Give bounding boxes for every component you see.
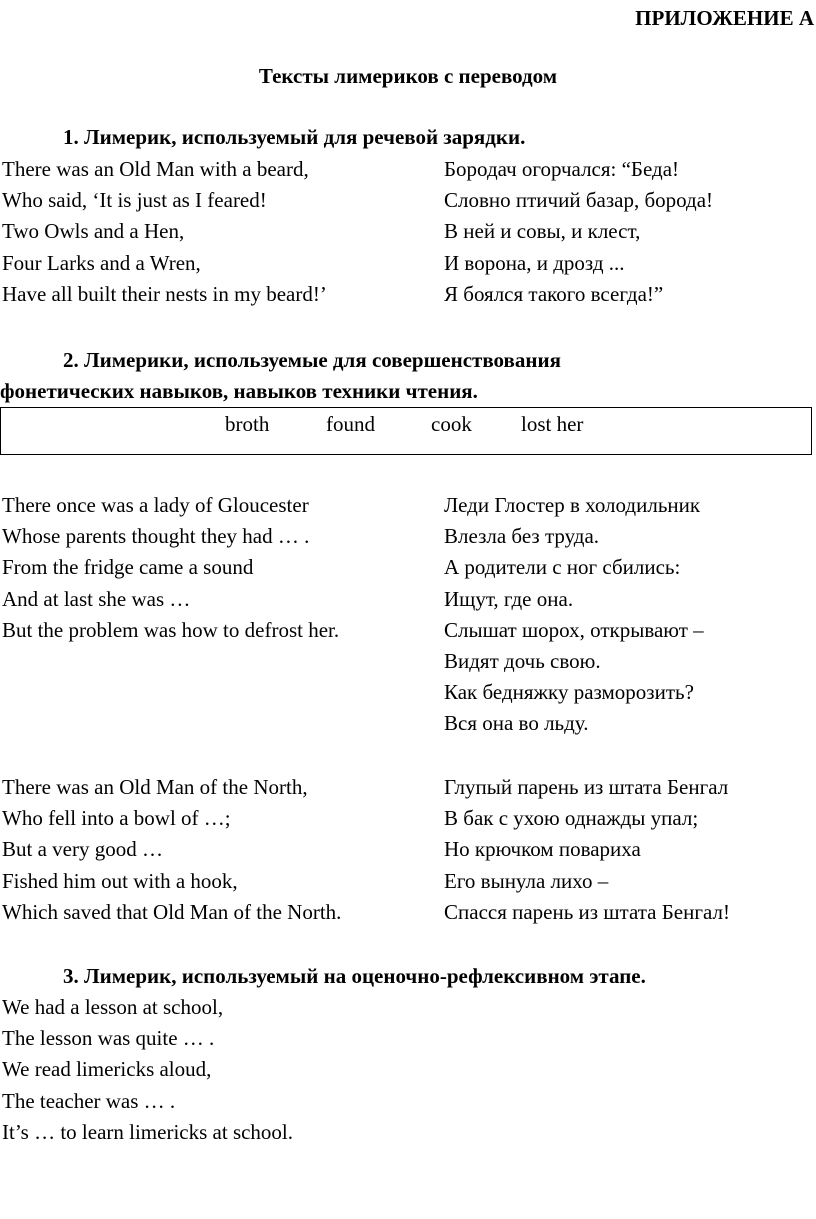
poem-line-en: Whose parents thought they had … . — [2, 524, 310, 549]
poem-line — [0, 248, 816, 279]
poem-line — [0, 1023, 816, 1054]
poem-line-ru: Как бедняжку разморозить? — [444, 680, 694, 705]
word-bank-item: found — [326, 412, 375, 436]
word-bank-item: broth — [225, 412, 270, 436]
poem-line-en: Which saved that Old Man of the North. — [2, 899, 342, 924]
word-bank-item: lost her — [521, 412, 584, 436]
poem-line — [0, 615, 816, 646]
section1-poem — [0, 154, 816, 310]
poem-line-ru: А родители с ног сбились: — [444, 555, 681, 580]
word-bank-box — [0, 407, 812, 455]
poem-line-ru: Вся она во льду. — [444, 711, 589, 736]
poem-line-en: We read limericks aloud, — [2, 1057, 212, 1082]
poem-line-en: But the problem was how to defrost her. — [2, 617, 340, 642]
poem-line — [0, 1086, 816, 1117]
poem-line-en: From the fridge came a sound — [2, 555, 254, 580]
poem-line-ru: Его вынула лихо – — [444, 868, 609, 893]
poem-line — [0, 584, 816, 615]
poem-line-en: Four Larks and a Wren, — [2, 250, 201, 275]
poem-line-ru: В ней и совы, и клест, — [444, 219, 641, 244]
poem-line-ru: И ворона, и дрозд ... — [444, 250, 625, 275]
poem-line-ru: Бородач огорчался: “Беда! — [444, 157, 680, 181]
poem-line-ru: Я боялся такого всегда!” — [444, 281, 664, 306]
poem-line — [0, 834, 816, 865]
poem-line — [0, 185, 816, 216]
poem-line — [0, 772, 816, 803]
poem-line-en: We had a lesson at school, — [2, 995, 224, 1019]
section3-heading-text: 3. Лимерик, используемый на оценочно-рефлексивном этапе. — [63, 964, 646, 988]
poem-line-ru: Словно птичий базар, борода! — [444, 188, 714, 213]
section2-poem2 — [0, 772, 816, 928]
poem-line-ru: Ищут, где она. — [444, 586, 574, 611]
section2-heading — [0, 345, 800, 407]
poem-line-ru: Влезла без труда. — [444, 524, 600, 549]
poem-line — [0, 646, 816, 677]
poem-line-ru: Глупый парень из штата Бенгал — [444, 775, 729, 799]
poem-line-ru: В бак с ухою однажды упал; — [444, 806, 699, 831]
section2-heading-line2: фонетических навыков, навыков техники чтения. — [0, 379, 478, 403]
section2-heading-line1: 2. Лимерики, используемые для совершенствования — [63, 348, 561, 372]
poem-line — [0, 154, 816, 185]
poem-line — [0, 897, 816, 928]
poem-line-ru: Спасся парень из штата Бенгал! — [444, 899, 730, 924]
poem-line — [0, 1117, 816, 1148]
section3-heading — [0, 961, 800, 992]
poem-line-en: Two Owls and a Hen, — [2, 219, 185, 244]
poem-line-en: And at last she was … — [2, 586, 191, 611]
section1-heading — [0, 122, 800, 153]
poem-line-ru: Леди Глостер в холодильник — [444, 493, 701, 517]
poem-line-en: Who said, ‘It is just as I feared! — [2, 188, 267, 213]
poem-line-en: The lesson was quite … . — [2, 1026, 215, 1051]
poem-line-en: It’s … to learn limericks at school. — [2, 1119, 294, 1144]
poem-line — [0, 1054, 816, 1085]
poem-line-en: The teacher was … . — [2, 1088, 176, 1113]
poem-line-ru: Слышат шорох, открывают – — [444, 617, 704, 642]
poem-line-en: But a very good … — [2, 837, 163, 862]
poem-line-en: There was an Old Man with a beard, — [2, 157, 309, 181]
poem-line — [0, 490, 816, 521]
section2-poem1 — [0, 490, 816, 740]
section3-poem — [0, 992, 816, 1148]
poem-line-ru: Но крючком повариха — [444, 837, 641, 862]
poem-line — [0, 708, 816, 739]
poem-line — [0, 803, 816, 834]
poem-line — [0, 279, 816, 310]
poem-line-en: Who fell into a bowl of …; — [2, 806, 231, 831]
poem-line-en: Have all built their nests in my beard!’ — [2, 281, 327, 306]
word-bank-item: cook — [431, 412, 472, 436]
poem-line-en: There once was a lady of Gloucester — [2, 493, 309, 517]
appendix-label: ПРИЛОЖЕНИЕ А — [635, 6, 814, 30]
poem-line — [0, 992, 816, 1023]
poem-line — [0, 521, 816, 552]
poem-line-en: Fished him out with a hook, — [2, 868, 238, 893]
section1-heading-text: 1. Лимерик, используемый для речевой зарядки. — [63, 125, 526, 149]
poem-line-ru: Видят дочь свою. — [444, 648, 601, 673]
poem-line-en: There was an Old Man of the North, — [2, 775, 308, 799]
poem-line — [0, 552, 816, 583]
poem-line — [0, 216, 816, 247]
poem-line — [0, 866, 816, 897]
poem-line — [0, 677, 816, 708]
document-title: Тексты лимериков с переводом — [258, 64, 558, 88]
